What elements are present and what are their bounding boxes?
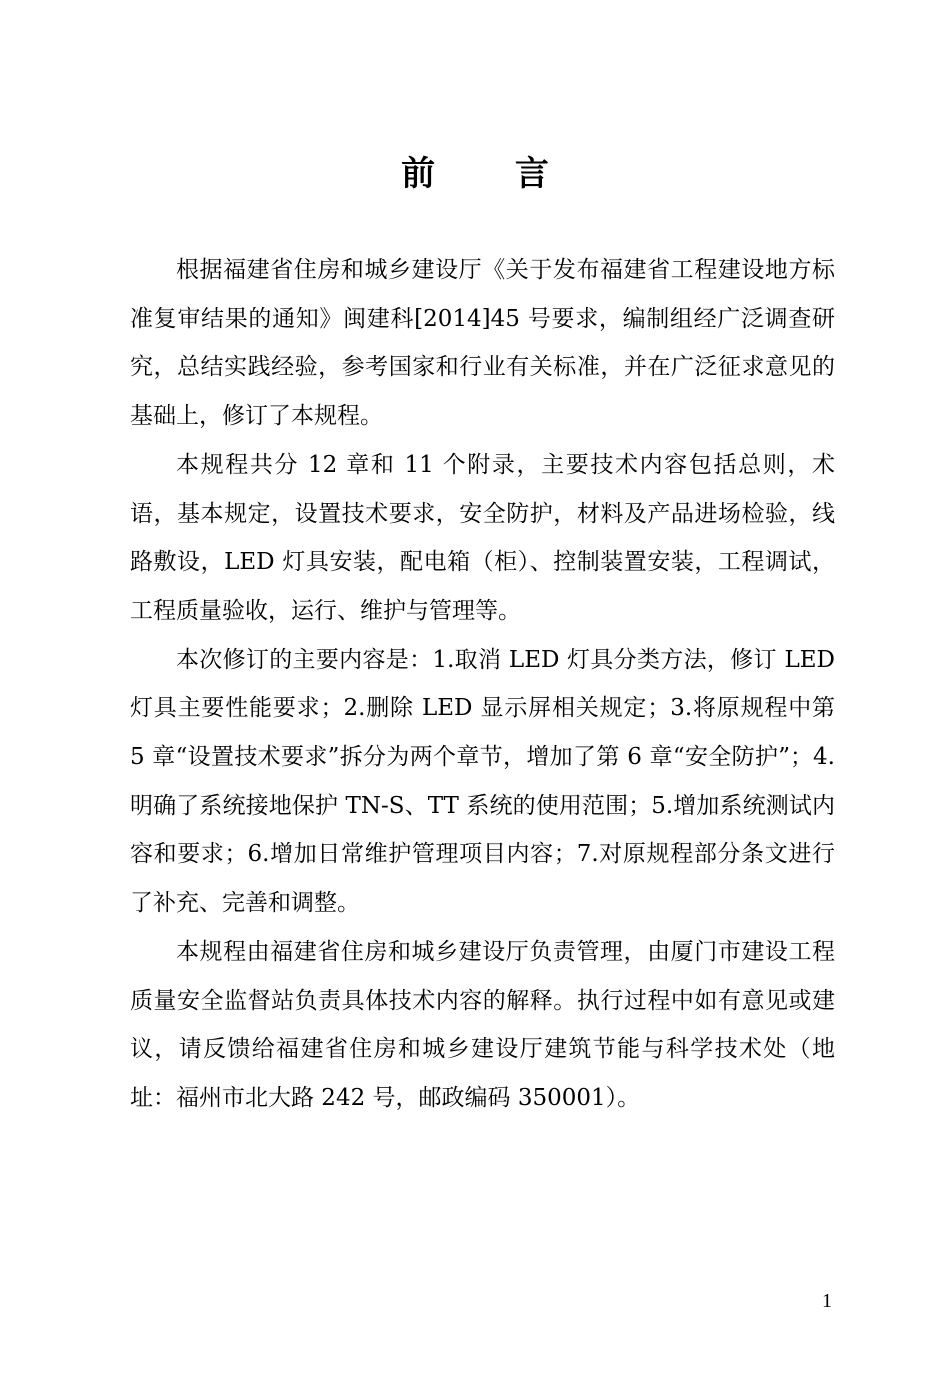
paragraph-revisions: 本次修订的主要内容是：1.取消 LED 灯具分类方法，修订 LED 灯具主要性能要求；2.删除 LED 显示屏相关规定；3.将原规程中第 5 章“设置技术要求”拆分为两个章节，增加了第 6 章“安全防护”；4.明确了系统接地保护 TN-S、TT 系统的使用范围；5.增加系统测试内容和要求；6.增加日常维护管理项目内容；7.对原规程部分条文进行了补充、完善和调整。 <box>130 646 835 917</box>
paragraph-basis: 根据福建省住房和城乡建设厅《关于发布福建省工程建设地方标准复审结果的通知》闽建科[2014]45 号要求，编制组经广泛调查研究，总结实践经验，参考国家和行业有关标准，并在广泛征求意见的基础上，修订了本规程。 <box>130 257 835 430</box>
page-title: 前 言 <box>401 154 583 194</box>
page-number: 1 <box>822 1290 832 1312</box>
preface-body <box>130 246 835 1123</box>
paragraph-contents: 本规程共分 12 章和 11 个附录，主要技术内容包括总则，术语，基本规定，设置技术要求，安全防护，材料及产品进场检验，线路敷设，LED 灯具安装，配电箱（柜）、控制装置安装，工程调试，工程质量验收，运行、维护与管理等。 <box>130 451 835 624</box>
paragraph-management: 本规程由福建省住房和城乡建设厅负责管理，由厦门市建设工程质量安全监督站负责具体技术内容的解释。执行过程中如有意见或建议，请反馈给福建省住房和城乡建设厅建筑节能与科学技术处（地址：福州市北大路 242 号，邮政编码 350001）。 <box>130 938 835 1111</box>
